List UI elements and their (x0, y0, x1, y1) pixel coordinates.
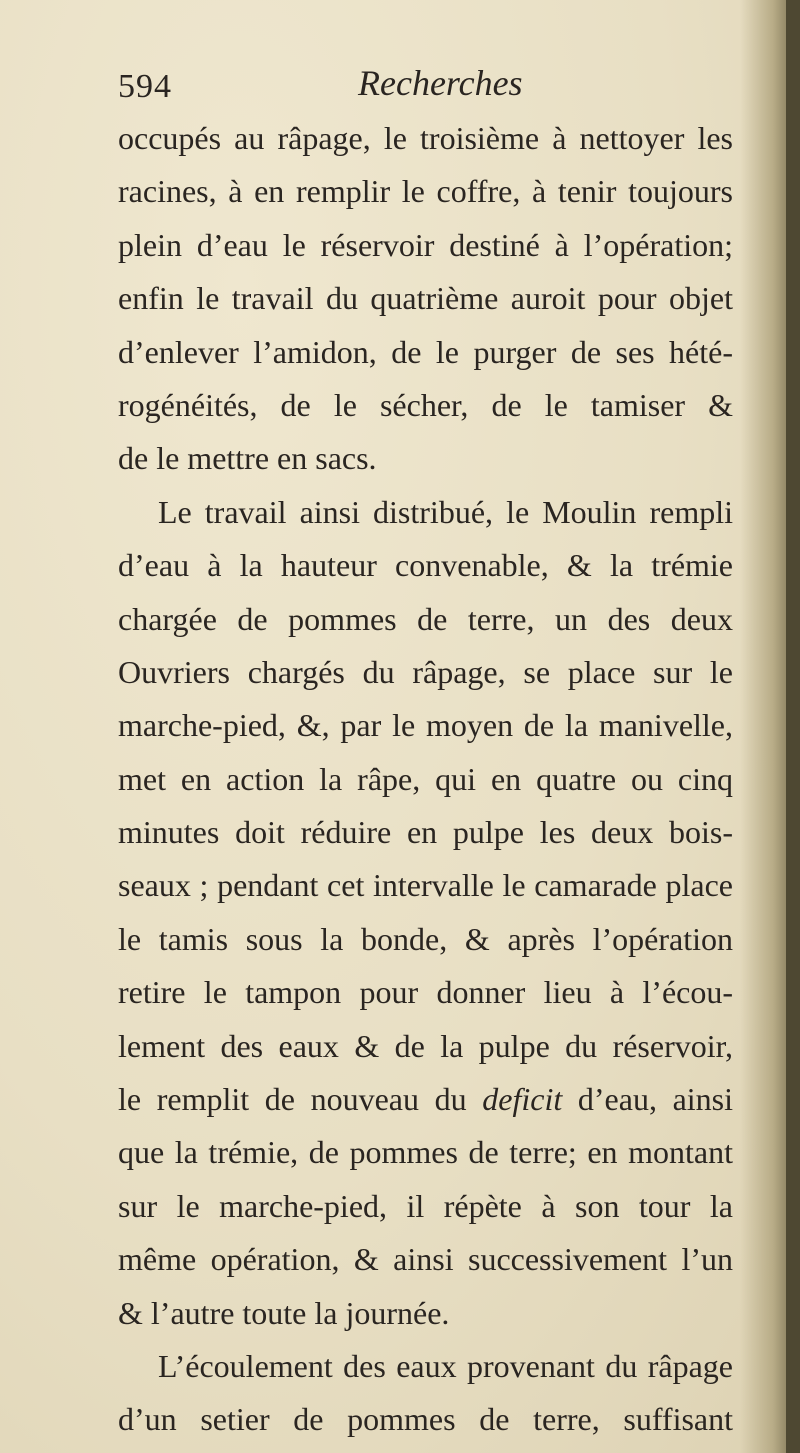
body-text (118, 112, 733, 1447)
text-line: L’écoulement des eaux provenant du râpage (158, 1347, 733, 1384)
text-line: plein d’eau le réservoir destiné à l’opération; (118, 226, 733, 263)
text-line: que la trémie, de pommes de terre; en montant (118, 1134, 733, 1171)
page-header (118, 62, 718, 110)
text-line: occupés au râpage, le troisième à nettoyer les (118, 120, 733, 156)
text-line: d’enlever l’amidon, de le purger de ses hété- (118, 333, 733, 370)
text-line: racines, à en remplir le coffre, à tenir toujours (118, 173, 733, 210)
text-line: marche-pied, &, par le moyen de la manivelle, (118, 707, 733, 744)
text-line: retire le tampon pour donner lieu à l’écou- (118, 974, 733, 1011)
text-line: de le mettre en sacs. (118, 440, 377, 477)
running-head: Recherches (358, 63, 523, 103)
text-line: enfin le travail du quatrième auroit pour objet (118, 280, 733, 317)
page-number: 594 (118, 68, 172, 105)
text-line: Le travail ainsi distribué, le Moulin rempli (158, 493, 733, 530)
text-line: minutes doit réduire en pulpe les deux bois- (118, 814, 733, 851)
text-segment: d’eau, ainsi (562, 1081, 734, 1118)
text-line: même opération, & ainsi successivement l’un (118, 1241, 733, 1278)
text-line (118, 1073, 733, 1126)
text-line: Ouvriers chargés du râpage, se place sur le (118, 653, 733, 690)
text-line: d’un setier de pommes de terre, suffisant (118, 1401, 733, 1438)
text-segment: le remplit de nouveau du (118, 1081, 483, 1118)
italic-word: deficit (482, 1081, 563, 1118)
text-line: met en action la râpe, qui en quatre ou cinq (118, 760, 733, 797)
text-line: seaux ; pendant cet intervalle le camarade place (118, 867, 733, 904)
text-line: chargée de pommes de terre, un des deux (118, 600, 733, 637)
text-line: le tamis sous la bonde, & après l’opération (118, 920, 733, 957)
text-line: lement des eaux & de la pulpe du réservoir, (118, 1027, 733, 1064)
text-line: sur le marche-pied, il répète à son tour la (118, 1187, 733, 1224)
text-line: d’eau à la hauteur convenable, & la trémie (118, 547, 733, 584)
text-line: rogénéités, de le sécher, de le tamiser & (118, 386, 733, 423)
text-line: & l’autre toute la journée. (118, 1294, 450, 1331)
page-binding-edge (786, 0, 800, 1453)
